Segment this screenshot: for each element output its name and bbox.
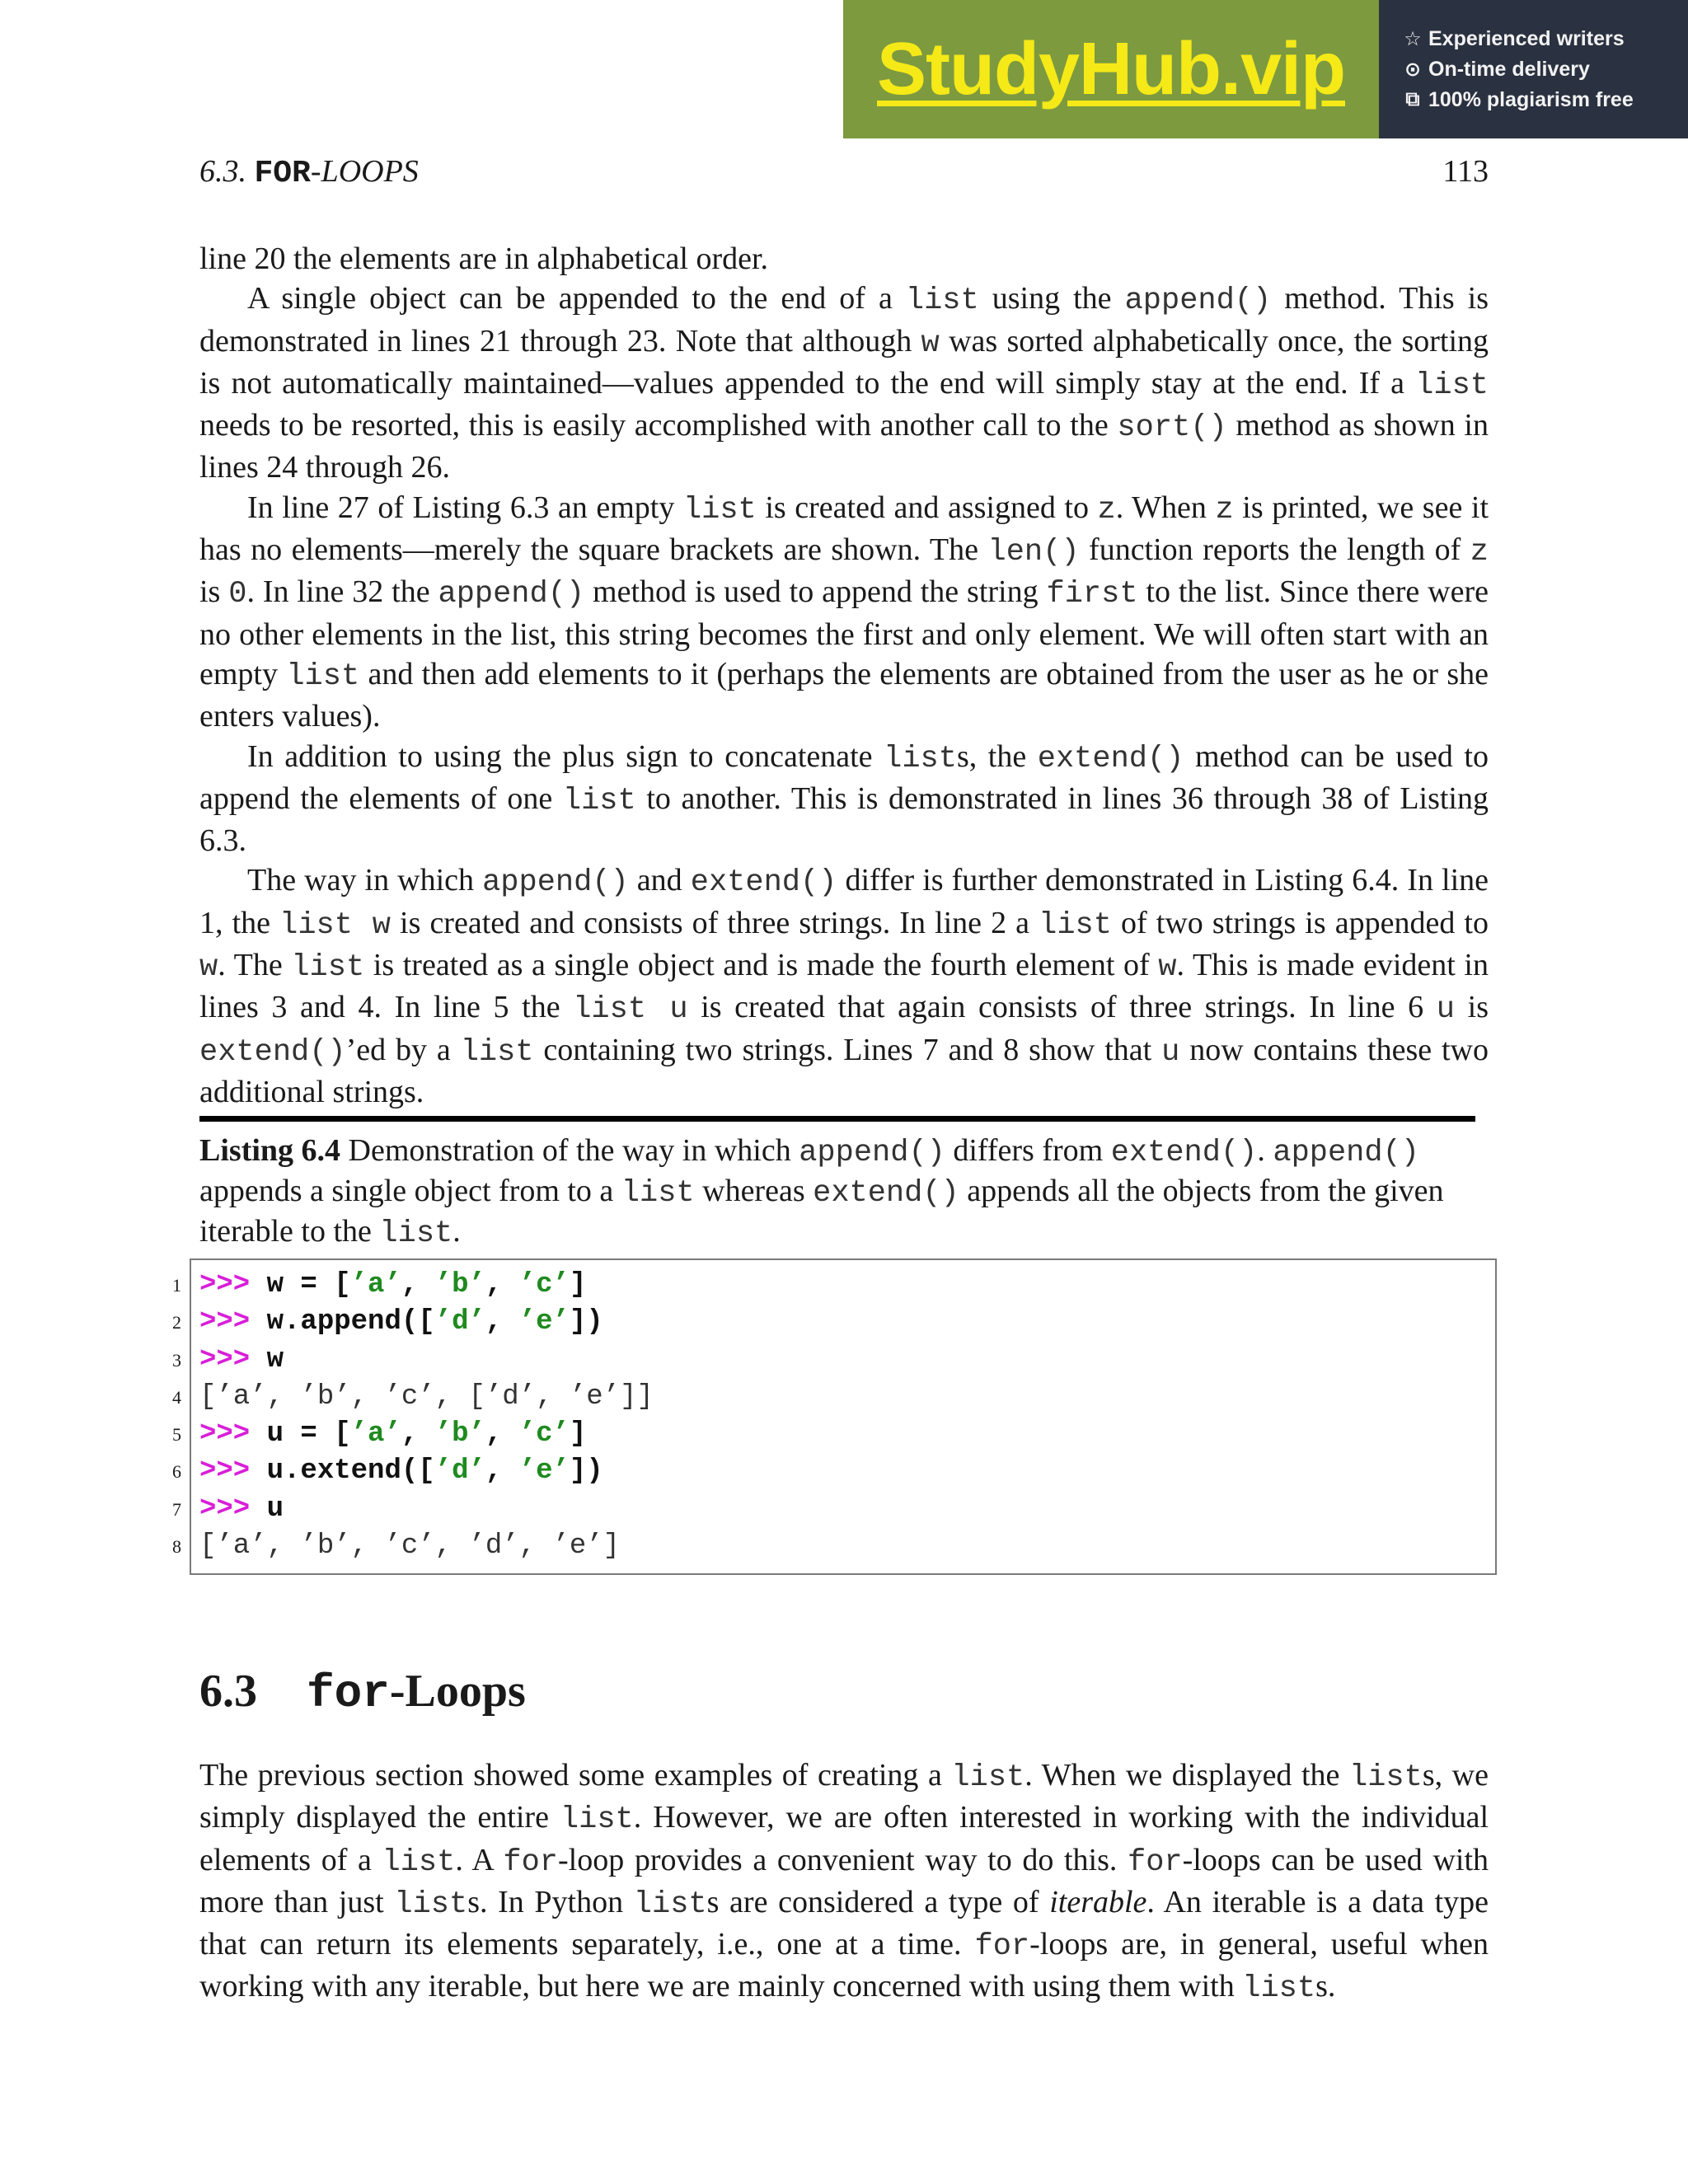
running-header [199, 153, 1489, 191]
paragraph [199, 860, 1489, 1112]
code-line [199, 1342, 654, 1379]
code-token: , [485, 1269, 519, 1301]
text-run: ’ed by a [345, 1032, 461, 1067]
code-token: , [401, 1418, 435, 1451]
banner-logo[interactable]: StudyHub.vip [877, 27, 1345, 110]
inline-code: list u [573, 992, 688, 1028]
text-run: is treated as a single object and is made the fourth element of [364, 948, 1159, 983]
paragraph [199, 488, 1489, 737]
inline-code: w [921, 326, 940, 361]
text-run: line 20 the elements are in alphabetical order. [199, 241, 769, 276]
inline-code: extend() [1110, 1136, 1258, 1170]
code-token: , [401, 1269, 435, 1301]
text-run: The way in which [247, 863, 483, 898]
inline-code: list [884, 741, 957, 776]
text-run: . An iterable is a data type that can return its elements separately, i.e., one at a time. [199, 1884, 1489, 1962]
text-run: . The [218, 948, 292, 983]
text-run: is created and assigned to [756, 490, 1098, 525]
code-token: >>> [199, 1493, 267, 1525]
banner-feature-text: Experienced writers [1428, 26, 1625, 50]
code-token: ] [569, 1418, 587, 1451]
paragraph [199, 737, 1489, 861]
listing-caption [199, 1132, 1489, 1253]
code-token: >>> [199, 1343, 267, 1376]
text-run: . However, we are often interested in working with the individual elements of a [199, 1800, 1489, 1877]
inline-code: list [905, 284, 979, 319]
inline-code: list [291, 950, 365, 986]
code-line [199, 1379, 654, 1416]
inline-code: first [1046, 577, 1138, 612]
text-run: appends a single object from to a [199, 1174, 621, 1208]
section-text [199, 1755, 1489, 2009]
code-line-number: 8 [172, 1536, 181, 1558]
inline-code: for [974, 1929, 1030, 1965]
text-run: method can be used to append the elements of one [199, 738, 1489, 816]
inline-code: w [1158, 950, 1177, 986]
code-line [199, 1453, 654, 1490]
code-line [199, 1416, 654, 1453]
code-line-number: 3 [172, 1349, 181, 1371]
banner-feature [1404, 88, 1688, 112]
text-run: is [1455, 990, 1489, 1025]
inline-code: list [1039, 907, 1112, 943]
text-run: appends all the objects from the given iterable to the [199, 1174, 1444, 1249]
code-token: ]) [569, 1455, 603, 1488]
section-title-rest: -Loops [389, 1666, 526, 1717]
code-token: w [266, 1343, 284, 1376]
inline-code: extend() [690, 865, 837, 901]
text-run: . This is made evident in lines 3 and 4. In line 5 the [199, 948, 1489, 1025]
header-section-number: 6.3. [199, 154, 246, 189]
banner-feature-text: 100% plagiarism free [1428, 87, 1634, 111]
code-token: ’d’ [434, 1455, 485, 1488]
text-run: The previous section showed some examples of creating a [199, 1758, 952, 1793]
text-run: of two strings is appended to [1111, 905, 1489, 940]
code-line [199, 1267, 654, 1304]
code-token: w = [ [266, 1269, 351, 1301]
code-token: ’b’ [434, 1269, 485, 1301]
clock-icon: ⊙ [1404, 58, 1422, 81]
text-run: Demonstration of the way in which [348, 1133, 799, 1168]
code-token: [’a’, ’b’, ’c’, ’d’, ’e’] [199, 1530, 621, 1563]
text-run: s, we simply displayed the entire [199, 1758, 1489, 1835]
inline-code: list [286, 658, 360, 694]
text-run: containing two strings. Lines 7 and 8 show that [533, 1032, 1162, 1067]
inline-code: extend() [1037, 741, 1184, 776]
code-line-number: 1 [172, 1275, 181, 1296]
section-number: 6.3 [199, 1666, 257, 1717]
text-run: In addition to using the plus sign to concatenate [247, 738, 884, 774]
text-run: needs to be resorted, this is easily accomplished with another call to the [199, 408, 1118, 443]
inline-code: list [382, 1844, 456, 1880]
text-run: method as shown in lines 24 through 26. [199, 408, 1489, 485]
code-line [199, 1528, 654, 1565]
inline-code: list [633, 1886, 707, 1922]
code-token: ’c’ [518, 1418, 570, 1451]
star-icon: ☆ [1404, 27, 1422, 50]
code-token: u [266, 1493, 284, 1525]
code-token: w.append([ [266, 1306, 435, 1338]
code-token: ’a’ [350, 1269, 401, 1301]
code-token: ’a’ [350, 1418, 401, 1451]
text-run: . In line 32 the [246, 574, 438, 610]
text-run: method. This is demonstrated in lines 21 through 23. Note that although [199, 281, 1489, 359]
text-run: to another. This is demonstrated in lines 36 through 38 of Listing 6.3. [199, 780, 1489, 859]
inline-code: list [460, 1034, 534, 1070]
text-run: -loops are, in general, useful when working with any iterable, but here we are mainly concerned with using them with [199, 1927, 1489, 2004]
code-line-number: 2 [172, 1312, 181, 1333]
inline-code: list [394, 1886, 468, 1922]
code-line-number: 6 [172, 1461, 181, 1483]
inline-code: append() [799, 1136, 945, 1170]
inline-code: list [1415, 368, 1489, 403]
text-run: function reports the length of [1079, 532, 1470, 568]
inline-code: for [1128, 1844, 1183, 1880]
copy-icon: ⧉ [1405, 88, 1420, 110]
section-title-mono: for [307, 1667, 390, 1720]
listing-rule [199, 1116, 1475, 1122]
inline-code: z [1097, 492, 1116, 527]
inline-code: list [621, 1176, 695, 1211]
text-run: . [1257, 1133, 1273, 1168]
code-line-number: 5 [172, 1424, 181, 1446]
text-run: s are considered a type of [706, 1884, 1050, 1919]
text-run: now contains these two additional strings. [199, 1032, 1489, 1109]
text-run: method is used to append the string [584, 574, 1047, 610]
text-run: is created and consists of three strings. In line 2 a [390, 905, 1039, 940]
code-token: u = [ [266, 1418, 351, 1451]
inline-code: list [951, 1760, 1025, 1795]
code-token: ’e’ [518, 1306, 570, 1338]
text-run: . When [1115, 490, 1216, 525]
code-token: >>> [199, 1418, 267, 1451]
banner-feature [1404, 27, 1688, 51]
inline-code: w [199, 950, 218, 986]
banner-features [1379, 0, 1688, 138]
banner-feature [1404, 58, 1688, 82]
text-run: is created that again consists of three strings. In line 6 [687, 990, 1437, 1025]
code-token: , [485, 1306, 519, 1338]
inline-code: for [503, 1844, 558, 1880]
text-run: . [452, 1214, 461, 1249]
inline-code: u [1161, 1034, 1180, 1070]
code-token: ’d’ [434, 1306, 485, 1338]
banner-logo-area[interactable] [843, 0, 1379, 138]
text-run: to the list. Since there were no other elements in the list, this string becomes the first and only element. We will often start with an empty [199, 574, 1489, 691]
code-token: ]) [569, 1306, 603, 1338]
text-run: is [199, 574, 229, 610]
code-token: >>> [199, 1306, 267, 1338]
code-token: ’e’ [518, 1455, 570, 1488]
header-section-mono: FOR [254, 156, 311, 191]
text-run: s. In Python [467, 1884, 634, 1919]
text-run: . A [455, 1842, 504, 1877]
text-run: In line 27 of Listing 6.3 an empty [247, 490, 683, 525]
inline-code: append() [438, 577, 585, 612]
text-run: . When we displayed the [1025, 1758, 1349, 1793]
inline-code: z [1470, 535, 1489, 570]
text-run: is printed, we see it has no elements—merely the square brackets are shown. The [199, 490, 1489, 568]
inline-code: append() [1273, 1136, 1419, 1170]
paragraph [199, 1755, 1489, 2009]
text-run: -loops can be used with more than just [199, 1842, 1489, 1919]
code-line [199, 1304, 654, 1341]
inline-code: extend() [199, 1034, 346, 1070]
page-number: 113 [1442, 154, 1489, 189]
inline-code: 0 [228, 577, 247, 612]
text-run: A single object can be appended to the end of a [247, 281, 906, 316]
section-heading [199, 1665, 526, 1720]
text-run: -loop provides a convenient way to do this. [557, 1842, 1128, 1877]
text-run: s, the [956, 738, 1038, 774]
inline-code: append() [482, 865, 629, 901]
body-text [199, 239, 1489, 1112]
text-run: using the [978, 281, 1125, 316]
code-line [199, 1491, 654, 1528]
text-run: was sorted alphabetically once, the sorting is not automatically maintained—values appended to the end will simply stay at the end. If a [199, 323, 1489, 401]
code-token: >>> [199, 1455, 267, 1488]
text-run: whereas [694, 1174, 814, 1208]
text-run: and [628, 863, 691, 898]
code-line-numbers [157, 1267, 181, 1565]
paragraph [199, 239, 1489, 279]
inline-code: list [1349, 1760, 1423, 1795]
inline-code: list [682, 492, 757, 527]
inline-code: extend() [813, 1176, 959, 1211]
paragraph [199, 279, 1489, 487]
inline-code: u [1436, 992, 1456, 1028]
code-token: ’b’ [434, 1418, 485, 1451]
header-section-rest: -LOOPS [310, 154, 419, 189]
code-line-number: 4 [172, 1386, 181, 1408]
inline-code: len() [987, 535, 1080, 570]
code-token: ] [569, 1269, 587, 1301]
inline-code: list [1242, 1971, 1316, 2007]
listing-label: Listing 6.4 [199, 1133, 341, 1168]
code-lines [199, 1267, 654, 1565]
text-run: differ is further demonstrated in Listing 6.4. In line 1, the [199, 863, 1489, 940]
inline-code: sort() [1117, 410, 1227, 446]
code-token: ’c’ [518, 1269, 570, 1301]
inline-code: z [1215, 492, 1234, 527]
code-token: [’a’, ’b’, ’c’, [’d’, ’e’]] [199, 1380, 654, 1413]
text-run: differs from [945, 1133, 1111, 1168]
text-run: and then add elements to it (perhaps the elements are obtained from the user as he or she enters values). [199, 656, 1489, 734]
inline-code: list [379, 1216, 453, 1251]
inline-code: append() [1124, 284, 1272, 319]
code-line-number: 7 [172, 1498, 181, 1520]
code-token: >>> [199, 1269, 267, 1301]
inline-code: list [562, 783, 636, 818]
text-run: s. [1315, 1969, 1336, 2004]
code-token: , [485, 1455, 519, 1488]
banner-feature-text: On-time delivery [1428, 57, 1590, 81]
inline-code: list [560, 1802, 634, 1838]
listing-caption-text [199, 1133, 1444, 1249]
emphasis: iterable [1049, 1884, 1147, 1919]
ad-banner[interactable] [843, 0, 1688, 138]
code-token: , [485, 1418, 519, 1451]
inline-code: list w [279, 907, 391, 943]
code-token: u.extend([ [266, 1455, 435, 1488]
